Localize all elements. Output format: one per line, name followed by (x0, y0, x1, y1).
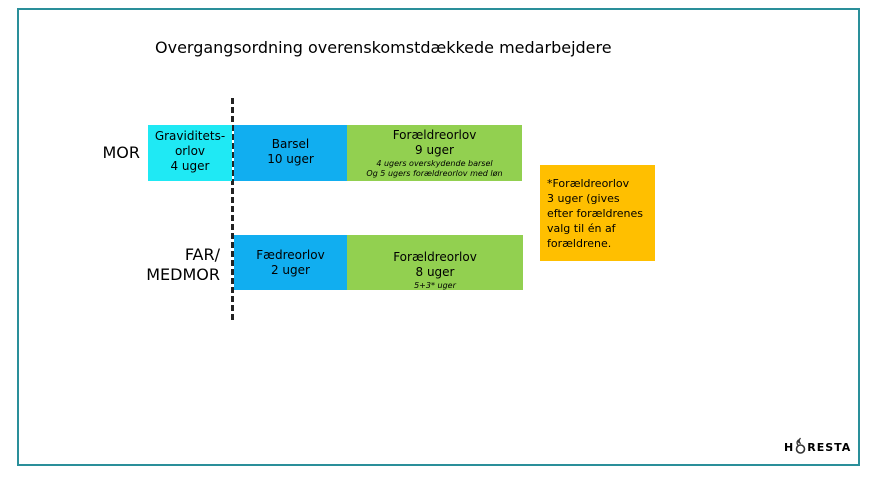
far-foraeldreorlov-text: Forældreorlov 8 uger (393, 250, 477, 279)
horesta-logo (784, 437, 851, 454)
faedreorlov-box (234, 235, 347, 290)
mor-foraeldreorlov-note: 4 ugers overskydende barsel Og 5 ugers forældreorlov med løn (366, 159, 503, 178)
side-note-box: *Forældreorlov 3 uger (gives efter forældrenes valg til én af forældrene. (540, 165, 655, 261)
mor-foraeldreorlov-box (347, 125, 522, 181)
row-label-far-medmor (140, 245, 220, 285)
barsel-text: Barsel 10 uger (267, 137, 314, 166)
logo-suffix: RESTA (807, 441, 852, 454)
graviditetsorlov-text: Graviditets- orlov 4 uger (154, 129, 226, 173)
logo-prefix: H (784, 441, 795, 454)
faedreorlov-text: Fædreorlov 2 uger (256, 248, 325, 277)
graviditetsorlov-box (148, 125, 232, 181)
row-label-mor: MOR (102, 143, 140, 162)
mor-foraeldreorlov-text: Forældreorlov 9 uger (392, 128, 477, 157)
barsel-box (234, 125, 347, 181)
horesta-flame-icon (795, 437, 806, 454)
slide-title: Overgangsordning overenskomstdækkede medarbejdere (155, 38, 612, 57)
row-label-far-medmor-text: FAR/ MEDMOR (146, 245, 220, 284)
far-foraeldreorlov-box (347, 235, 523, 290)
far-foraeldreorlov-note: 5+3* uger (414, 281, 456, 290)
